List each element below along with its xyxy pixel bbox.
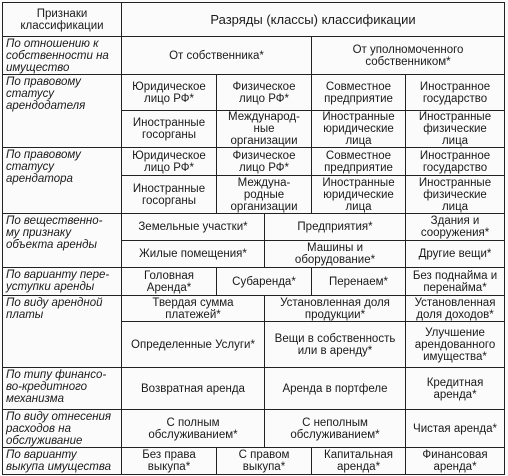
table-cell: Здания и сооружения* <box>406 214 505 241</box>
table-cell: От уполномоченного собственником* <box>312 37 505 75</box>
criteria-header: Признаки классификации <box>3 3 122 37</box>
row-label: По варианту выкупа имущества <box>3 448 122 475</box>
table-cell: Другие вещи* <box>406 241 505 268</box>
table-cell: С неполным обслуживанием* <box>265 410 406 448</box>
table-cell: Капитальная аренда* <box>312 448 406 475</box>
table-cell: Иностранные госорганы <box>122 176 217 214</box>
table-row <box>3 268 505 296</box>
row-label: По вещественно- му признаку объекта аренды <box>3 214 122 268</box>
table-cell: От собственника* <box>122 37 312 75</box>
table-cell: Субаренда* <box>217 268 312 296</box>
table-row <box>3 148 505 176</box>
table-cell: Головная Аренда* <box>122 268 217 296</box>
table-cell: Твердая сумма платежей* <box>122 296 265 322</box>
table-cell: Чистая аренда* <box>406 410 505 448</box>
table-cell: Определенные Услуги* <box>122 322 265 368</box>
row-label: По правовому статусу арендатора <box>3 148 122 214</box>
classification-table <box>2 2 505 475</box>
row-label: По правовому статусу арендодателя <box>3 75 122 148</box>
table-cell: Аренда в портфеле <box>265 368 406 410</box>
table-cell: Без права выкупа* <box>122 448 217 475</box>
table-cell: Улучшение арендованного имущества* <box>406 322 505 368</box>
table-cell: Возвратная аренда <box>122 368 265 410</box>
table-row <box>3 214 505 241</box>
table-cell: С полным обслуживанием* <box>122 410 265 448</box>
table-cell: Иностранные физические лица <box>406 176 505 214</box>
table-cell: Международ- ные организации <box>217 111 312 148</box>
table-row <box>3 37 505 75</box>
table-cell: Междуна- родные организации <box>217 176 312 214</box>
table-cell: Иностранное государство <box>406 75 505 111</box>
table-row <box>3 410 505 448</box>
table-cell: Машины и оборудование* <box>265 241 406 268</box>
table-cell: Установленная доля продукции* <box>265 296 406 322</box>
row-label: По типу финансо- во-кредитного механизма <box>3 368 122 410</box>
table-cell: Без поднайма и перенайма* <box>406 268 505 296</box>
row-label: По отношению к собственности на имущество <box>3 37 122 75</box>
table-cell: Иностранные физические лица <box>406 111 505 148</box>
table-cell: Иностранные госорганы <box>122 111 217 148</box>
table-cell: Жилые помещения* <box>122 241 265 268</box>
table-cell: Иностранные юридические лица <box>312 176 406 214</box>
table-cell: Совместное предприятие <box>312 75 406 111</box>
table-cell: Предприятия* <box>265 214 406 241</box>
table-cell: Перенаем* <box>312 268 406 296</box>
table-cell: Совместное предприятие <box>312 148 406 176</box>
table-row <box>3 296 505 322</box>
table-cell: Иностранное государство <box>406 148 505 176</box>
row-label: По варианту пере- уступки аренды <box>3 268 122 296</box>
table-cell: Финансовая аренда* <box>406 448 505 475</box>
table-row <box>3 448 505 475</box>
table-cell: Вещи в собственность или в аренду* <box>265 322 406 368</box>
header-row <box>3 3 505 37</box>
table-cell: Юридическое лицо РФ* <box>122 75 217 111</box>
classes-header: Разряды (классы) классификации <box>122 3 505 37</box>
table-cell: Иностранные юридические лица <box>312 111 406 148</box>
table-row <box>3 368 505 410</box>
table-cell: Кредитная аренда* <box>406 368 505 410</box>
row-label: По виду отнесения расходов на обслуживание <box>3 410 122 448</box>
table-cell: Установленная доля доходов* <box>406 296 505 322</box>
table-cell: Земельные участки* <box>122 214 265 241</box>
table-cell: Юридическое лицо РФ* <box>122 148 217 176</box>
row-label: По виду арендной платы <box>3 296 122 368</box>
table-cell: Физическое лицо РФ* <box>217 148 312 176</box>
table-row <box>3 75 505 111</box>
table-cell: Физическое лицо РФ* <box>217 75 312 111</box>
table-cell: С правом выкупа* <box>217 448 312 475</box>
